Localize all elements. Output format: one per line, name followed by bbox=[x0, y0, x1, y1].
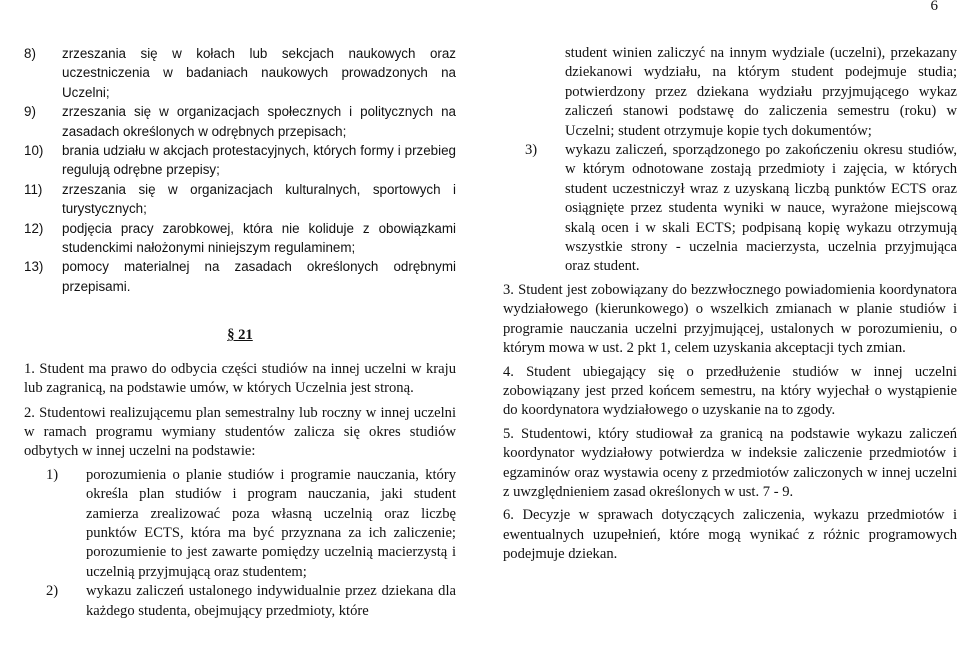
right-column bbox=[503, 44, 957, 565]
list-item-text: zrzeszania się w organizacjach kulturalnych, sportowych i turystycznych; bbox=[62, 181, 456, 217]
list-item bbox=[24, 180, 456, 219]
page-number: 6 bbox=[930, 0, 938, 14]
left-column bbox=[24, 44, 456, 621]
paragraph-1: 1. Student ma prawo do odbycia części studiów na innej uczelni w kraju lub zagranicą, na podstawie umów, w których Uczelnia jest stroną. bbox=[24, 360, 456, 397]
list-item-number: 8) bbox=[24, 46, 36, 61]
paragraph-5: 5. Studentowi, który studiował za granicą na podstawie wykazu zaliczeń koordynator wydziałowy potwierdza w indeksie zaliczenie przedmiotów i egzaminów oraz wystawia oceny z przedmiotów zaliczonych w innej uczelni z uwzględnieniem zasad określonych w ust. 7 - 9. bbox=[503, 425, 957, 500]
list-item-number: 11) bbox=[24, 181, 43, 197]
list-item bbox=[24, 141, 456, 180]
paragraph-3: 3. Student jest zobowiązany do bezzwłocznego powiadomienia koordynatora wydziałowego (kierunkowego) o wszelkich zmianach w planie studiów i programie nauczania uczelni przyjmującej, ustalonych w porozumieniu, o którym mowa w ust. 2 pkt 1, celem uzyskania akceptacji tych zmian. bbox=[503, 281, 957, 357]
list-item-text: podjęcia pracy zarobkowej, która nie koliduje z obowiązkami studenckimi nałożonymi niniejszym regulaminem; bbox=[62, 220, 456, 256]
list-item-number: 12) bbox=[24, 220, 44, 236]
sub-list-item-number: 2) bbox=[46, 583, 59, 600]
list-item-number: 10) bbox=[24, 143, 44, 159]
list-item-text: brania udziału w akcjach protestacyjnych, których formy i przebieg regulują odrębne przepisy; bbox=[62, 143, 456, 178]
section-title: § 21 bbox=[227, 327, 253, 344]
sub-list bbox=[24, 466, 456, 621]
paragraph-4: 4. Student ubiegający się o przedłużenie studiów w innej uczelni zobowiązany jest przed końcem semestru, na który wyjechał o wystąpienie do koordynatora wydziałowego o uzyskanie na to zgody. bbox=[503, 363, 957, 419]
list-item-text: zrzeszania się w organizacjach społecznych i politycznych na zasadach określonych w odrębnych przepisach; bbox=[62, 104, 456, 139]
sub-list-item-text: wykazu zaliczeń, sporządzonego po zakończeniu okresu studiów, w którym odnotowane zostają przedmioty i zajęcia, w których student uczestniczył wraz z uzyskaną liczbą punktów ECTS oraz osiągnięte przez studenta wyniki w nauce, wyrażone miejscową skalą ocen i w skali ECTS; podpisaną kopię wykazu otrzymują wszystkie strony - uczelnia macierzysta, uczelnia przyjmująca oraz student. bbox=[565, 142, 957, 275]
list-item bbox=[24, 219, 456, 258]
sub-list-item-number: 3) bbox=[525, 142, 538, 159]
list-item-text: zrzeszania się w kołach lub sekcjach naukowych oraz uczestniczenia w badaniach naukowych prowadzonych na Uczelni; bbox=[62, 46, 456, 100]
list-item bbox=[24, 44, 456, 102]
sub-list-item-text: wykazu zaliczeń ustalonego indywidualnie przez dziekana dla każdego studenta, obejmujący przedmioty, które bbox=[86, 583, 456, 619]
sub-list-item bbox=[24, 466, 456, 582]
list-item-text: pomocy materialnej na zasadach określonych odrębnymi przepisami. bbox=[62, 259, 456, 294]
sub-list-item-number: 1) bbox=[46, 466, 59, 483]
rights-list bbox=[24, 44, 456, 296]
list-item-number: 9) bbox=[24, 104, 36, 120]
paragraph-2: 2. Studentowi realizującemu plan semestralny lub roczny w innej uczelni w ramach programu wymiany studentów zalicza się okres studiów odbytych w innej uczelni na podstawie: bbox=[24, 404, 456, 460]
list-item bbox=[24, 102, 456, 141]
paragraph-6: 6. Decyzje w sprawach dotyczących zaliczenia, wykazu przedmiotów i ewentualnych uzupełnień, które mogą wynikać z różnic programowych podejmuje dziekan. bbox=[503, 507, 957, 563]
sub-list-item bbox=[24, 582, 456, 621]
list-item bbox=[24, 257, 456, 296]
sub-list-item bbox=[503, 141, 957, 277]
list-item-number: 13) bbox=[24, 259, 44, 275]
sub-list-item-continuation: student winien zaliczyć na innym wydziale (uczelni), przekazany dziekanowi wydziału, na którym student podejmuje studia; potwierdzony przez dziekana wydziału przyjmującego wykaz zaliczeń stanowi podstawę do zaliczenia semestru (roku) w Uczelni; student otrzymuje kopie tych dokumentów; bbox=[565, 45, 957, 139]
sub-list-item-text: porozumienia o planie studiów i programie nauczania, który określa plan studiów i program nauczania, jaki student zamierza zrealizować poza własną uczelnią oraz liczbę punktów ECTS, która ma być przyznana za ich zaliczenie; porozumienie to jest zawarte pomiędzy uczelnią macierzystą i uczelnią przyjmującą oraz studentem; bbox=[86, 466, 456, 580]
